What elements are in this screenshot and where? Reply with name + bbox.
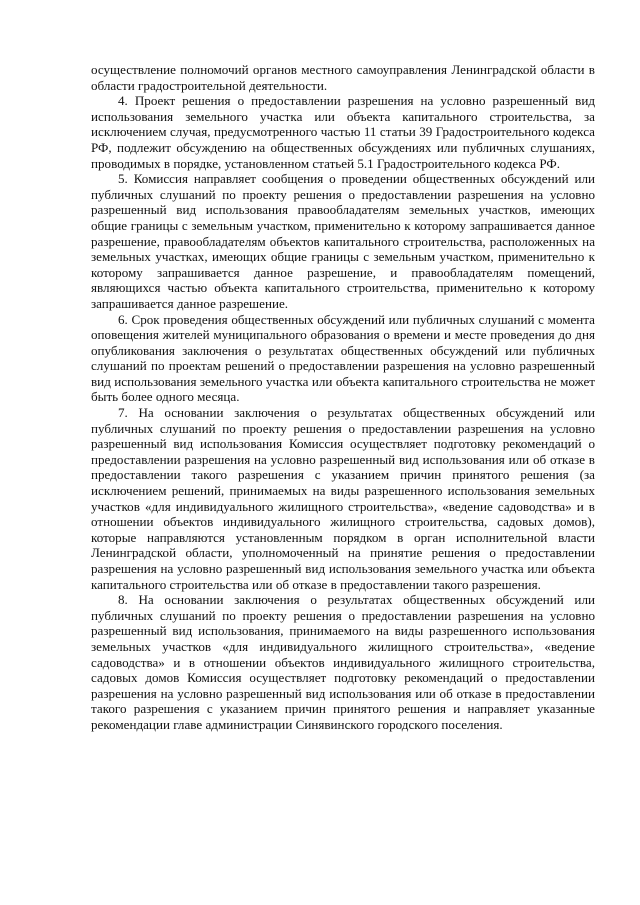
paragraph-number: 7. — [118, 405, 128, 421]
paragraph-text: Проект решения о предоставлении разрешения на условно разрешенный вид использования земельного участка или объекта капитального строительства, за исключением случая, предусмотренного частью 11 статьи 39 Градостроительного кодекса РФ, подлежит обсуждению на общественных обсуждениях или публичных слушаниях, проводимых в порядке, установленном статьей 5.1 Градостроительного кодекса РФ. — [91, 93, 595, 171]
paragraph-number: 8. — [118, 592, 128, 608]
paragraph-3-continuation — [91, 62, 595, 93]
paragraph-8 — [91, 592, 595, 732]
paragraph-5 — [91, 171, 595, 311]
paragraph-number: 6. — [118, 311, 128, 327]
paragraph-text: На основании заключения о результатах общественных обсуждений или публичных слушаний по проекту решения о предоставлении разрешения на условно разрешенный вид использования Комиссия осуществляет подготовку рекомендаций о предоставлении разрешения на условно разрешенный вид использования или об отказе в предоставлении такого разрешения с указанием причин принятого решения (за исключением решений, принимаемых на виды разрешенного использования земельных участков «для индивидуального жилищного строительства», «ведение садоводства» и в отношении объектов индивидуального жилищного строительства, садовых домов), которые направляются установленным порядком в орган исполнительной власти Ленинградской области, уполномоченный на принятие решения о предоставлении разрешения на условно разрешенный вид использования земельного участка или объекта капитального строительства или об отказе в предоставлении такого разрешения. — [91, 405, 595, 592]
document-page — [91, 62, 595, 733]
paragraph-4 — [91, 93, 595, 171]
paragraph-text: Комиссия направляет сообщения о проведении общественных обсуждений или публичных слушаний по проекту решения о предоставлении разрешения на условно разрешенный вид использования правообладателям земельных участков, имеющих общие границы с земельным участком, применительно к которому запрашивается данное разрешение, правообладателям объектов капитального строительства, расположенных на земельных участках, имеющих общие границы с земельным участком, применительно к которому запрашивается данное разрешение, и правообладателям помещений, являющихся частью объекта капитального строительства, применительно к которому запрашивается данное разрешение. — [91, 171, 595, 311]
paragraph-text: осуществление полномочий органов местного самоуправления Ленинградской области в области градостроительной деятельности. — [91, 62, 595, 93]
paragraph-number: 5. — [118, 171, 128, 187]
paragraph-number: 4. — [118, 93, 128, 109]
paragraph-6 — [91, 312, 595, 406]
paragraph-7 — [91, 405, 595, 592]
paragraph-text: Срок проведения общественных обсуждений или публичных слушаний с момента оповещения жителей муниципального образования о времени и месте проведения до дня опубликования заключения о результатах общественных обсуждений или публичных слушаний по проектам решений о предоставлении разрешения на условно разрешенный вид использования земельного участка или объекта капитального строительства не может быть более одного месяца. — [91, 311, 595, 405]
paragraph-text: На основании заключения о результатах общественных обсуждений или публичных слушаний по проекту решения о предоставлении разрешения на условно разрешенный вид использования, принимаемого на виды разрешенного использования земельных участков «для индивидуального жилищного строительства», «ведение садоводства» и в отношении объектов индивидуального жилищного строительства, садовых домов Комиссия осуществляет подготовку рекомендаций о предоставлении разрешения на условно разрешенный вид использования или об отказе в предоставлении такого разрешения с указанием причин принятого решения и направляет указанные рекомендации главе администрации Синявинского городского поселения. — [91, 592, 595, 732]
